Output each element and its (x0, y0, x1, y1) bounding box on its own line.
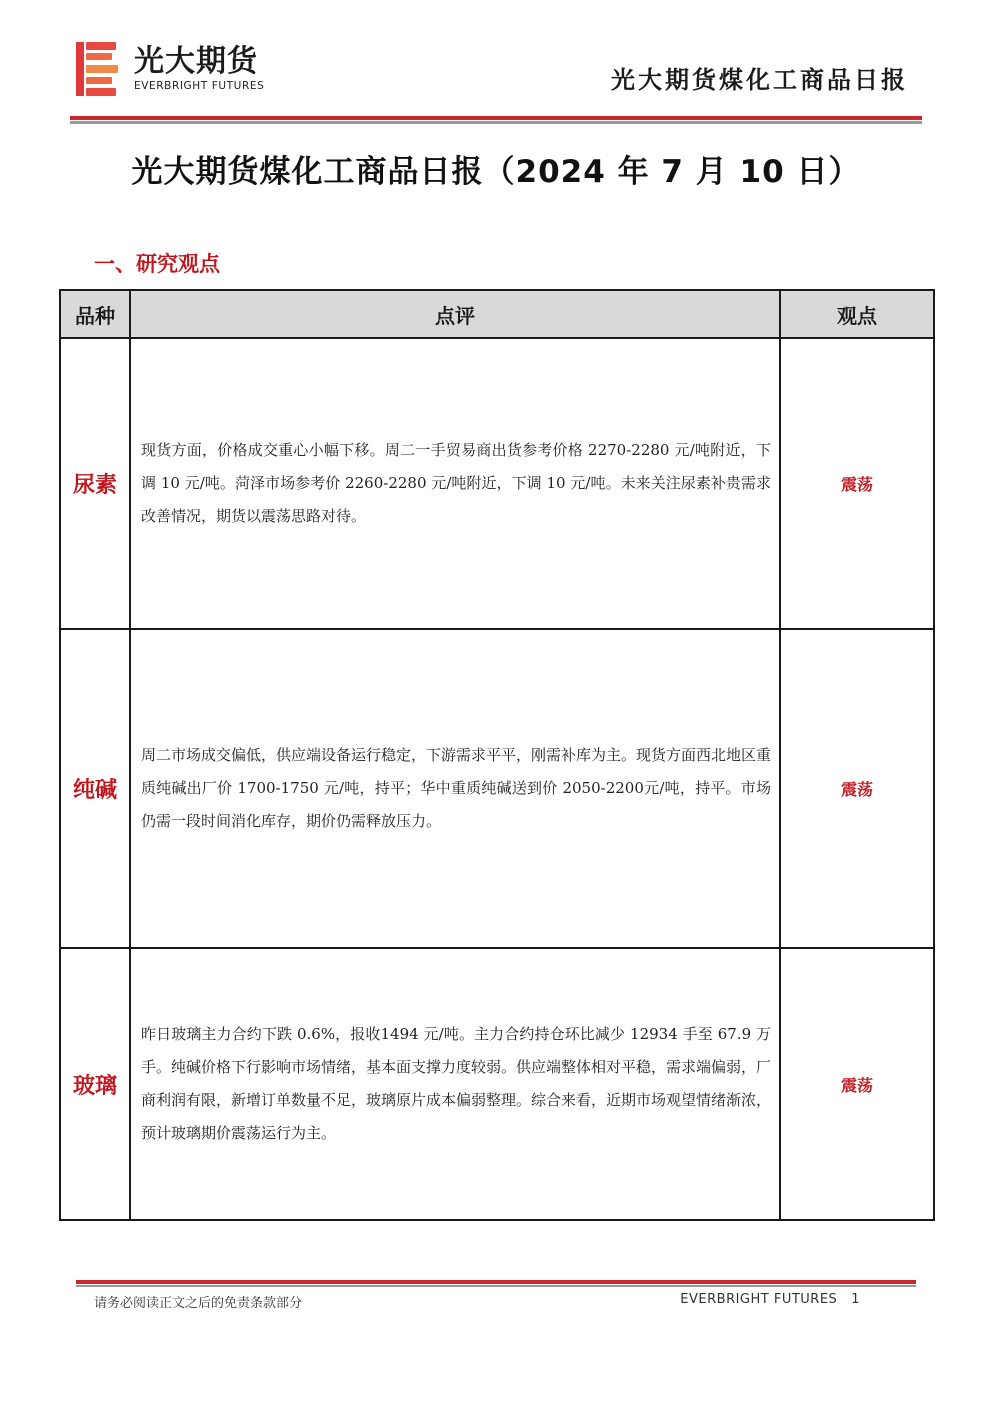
comment-cell: 现货方面，价格成交重心小幅下移。周二一手贸易商出货参考价格 2270-2280 元/吨附近，下调 10 元/吨。菏泽市场参考价 2260-2280 元/吨附近，下调 10 元/吨。未来关注尿素补贵需求改善情况，期货以震荡思路对待。 (130, 338, 780, 629)
footer-brand-and-page (680, 1292, 860, 1307)
view-cell: 震荡 (780, 948, 934, 1220)
header-report-title: 光大期货煤化工商品日报 (611, 66, 908, 94)
table-header-row (60, 290, 934, 338)
column-header-view: 观点 (780, 290, 934, 338)
view-cell: 震荡 (780, 629, 934, 948)
logo-english-name: EVERBRIGHT FUTURES (134, 80, 265, 92)
footer-divider (76, 1280, 916, 1288)
variety-cell: 纯碱 (60, 629, 130, 948)
page-number: 1 (851, 1292, 860, 1307)
comment-cell: 昨日玻璃主力合约下跌 0.6%，报收1494 元/吨。主力合约持仓环比减少 12934 手至 67.9 万手。纯碱价格下行影响市场情绪，基本面支撑力度较弱。供应端整体相对平稳，需求端偏弱，厂商利润有限，新增订单数量不足，玻璃原片成本偏弱整理。综合来看，近期市场观望情绪渐浓，预计玻璃期价震荡运行为主。 (130, 948, 780, 1220)
table-row (60, 948, 934, 1220)
header-divider (70, 116, 922, 126)
section-heading-research-views: 一、研究观点 (94, 252, 220, 276)
logo-chinese-name: 光大期货 (134, 44, 258, 79)
view-cell: 震荡 (780, 338, 934, 629)
comment-cell: 周二市场成交偏低，供应端设备运行稳定，下游需求平平，刚需补库为主。现货方面西北地区重质纯碱出厂价 1700-1750 元/吨，持平；华中重质纯碱送到价 2050-2200元/吨，持平。市场仍需一段时间消化库存，期价仍需释放压力。 (130, 629, 780, 948)
company-logo (76, 42, 296, 98)
everbright-logo-icon (76, 42, 120, 96)
research-views-table (59, 289, 935, 1221)
column-header-variety: 品种 (60, 290, 130, 338)
column-header-comment: 点评 (130, 290, 780, 338)
document-title: 光大期货煤化工商品日报（2024 年 7 月 10 日） (131, 154, 861, 190)
variety-cell: 尿素 (60, 338, 130, 629)
table-row (60, 338, 934, 629)
footer-disclaimer: 请务必阅读正文之后的免责条款部分 (94, 1296, 303, 1311)
variety-cell: 玻璃 (60, 948, 130, 1220)
table-row (60, 629, 934, 948)
footer-brand: EVERBRIGHT FUTURES (680, 1292, 838, 1307)
